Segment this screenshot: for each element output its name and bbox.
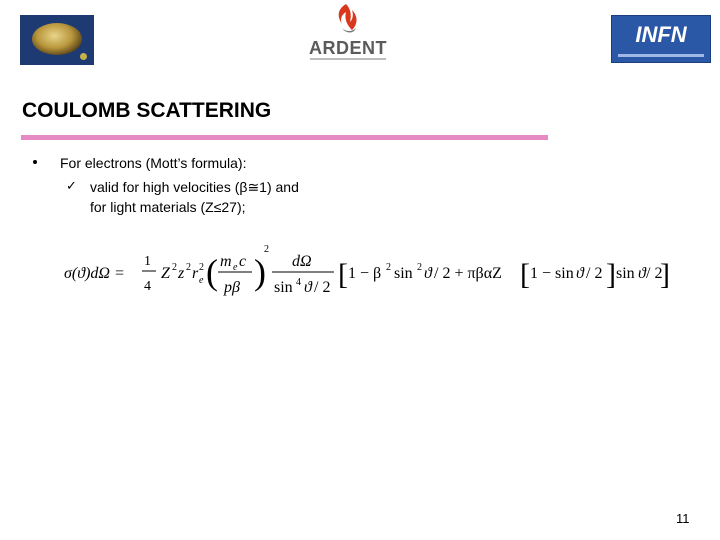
bullet-dot-icon: [33, 160, 37, 164]
svg-text:ϑ: ϑ: [424, 265, 432, 282]
svg-text:): ): [254, 252, 266, 292]
ardent-wordmark: ARDENT: [309, 38, 387, 58]
svg-text:sin: sin: [274, 279, 293, 296]
infn-strip: [618, 54, 704, 57]
svg-text:2: 2: [386, 262, 391, 273]
svg-text:2: 2: [199, 262, 204, 273]
svg-text:2: 2: [417, 262, 422, 273]
svg-text:ϑ: ϑ: [576, 265, 584, 282]
svg-text:1 − sin: 1 − sin: [530, 265, 574, 282]
svg-text:/ 2: / 2: [314, 279, 331, 296]
ardent-subline: [310, 58, 386, 60]
svg-text:]: ]: [606, 258, 616, 291]
svg-text:pβ: pβ: [224, 279, 240, 296]
svg-text:4: 4: [296, 277, 301, 288]
svg-text:z: z: [178, 265, 185, 282]
check-icon: ✓: [66, 178, 77, 193]
sub-bullet-line-2: for light materials (Z≤27);: [90, 199, 246, 215]
slide-title: COULOMB SCATTERING: [22, 99, 272, 122]
svg-text:dΩ: dΩ: [292, 253, 312, 270]
svg-text:2: 2: [264, 244, 269, 255]
mott-formula: [64, 240, 670, 300]
infn-wordmark: INFN: [635, 22, 687, 47]
flame-icon: [306, 0, 390, 40]
svg-text:ϑ: ϑ: [304, 279, 312, 296]
svg-text:Z: Z: [161, 265, 170, 282]
svg-text:e: e: [233, 262, 238, 273]
sub-bullet-line-1: valid for high velocities (β≅1) and: [90, 179, 299, 195]
svg-text:4: 4: [144, 279, 151, 294]
medal-icon: [32, 23, 82, 55]
svg-text:e: e: [199, 275, 204, 286]
svg-text:/ 2: / 2: [646, 265, 663, 282]
bullet-text: For electrons (Mott’s formula):: [60, 155, 247, 171]
svg-text:]: ]: [660, 258, 670, 291]
svg-text:1 − β: 1 − β: [348, 265, 382, 282]
svg-text:(: (: [206, 252, 218, 292]
page-number: 11: [676, 511, 690, 526]
title-underline: [21, 135, 548, 140]
svg-text:/ 2: / 2: [586, 265, 603, 282]
ardent-logo: [306, 0, 390, 64]
svg-text:c: c: [239, 253, 247, 270]
svg-text:r: r: [192, 265, 199, 282]
medal-dot-icon: [80, 53, 87, 60]
svg-text:sin: sin: [616, 265, 635, 282]
svg-text:sin: sin: [394, 265, 413, 282]
svg-text:m: m: [220, 253, 232, 270]
svg-text:[: [: [520, 258, 530, 291]
svg-text:ϑ: ϑ: [638, 265, 646, 282]
medal-logo: [20, 15, 94, 65]
svg-text:σ(ϑ)dΩ =: σ(ϑ)dΩ =: [64, 265, 125, 282]
infn-logo: [611, 15, 711, 63]
svg-text:[: [: [338, 258, 348, 291]
svg-text:/ 2 + πβαZ: / 2 + πβαZ: [434, 265, 502, 282]
svg-text:1: 1: [144, 254, 151, 269]
svg-text:2: 2: [186, 262, 191, 273]
svg-text:2: 2: [172, 262, 177, 273]
